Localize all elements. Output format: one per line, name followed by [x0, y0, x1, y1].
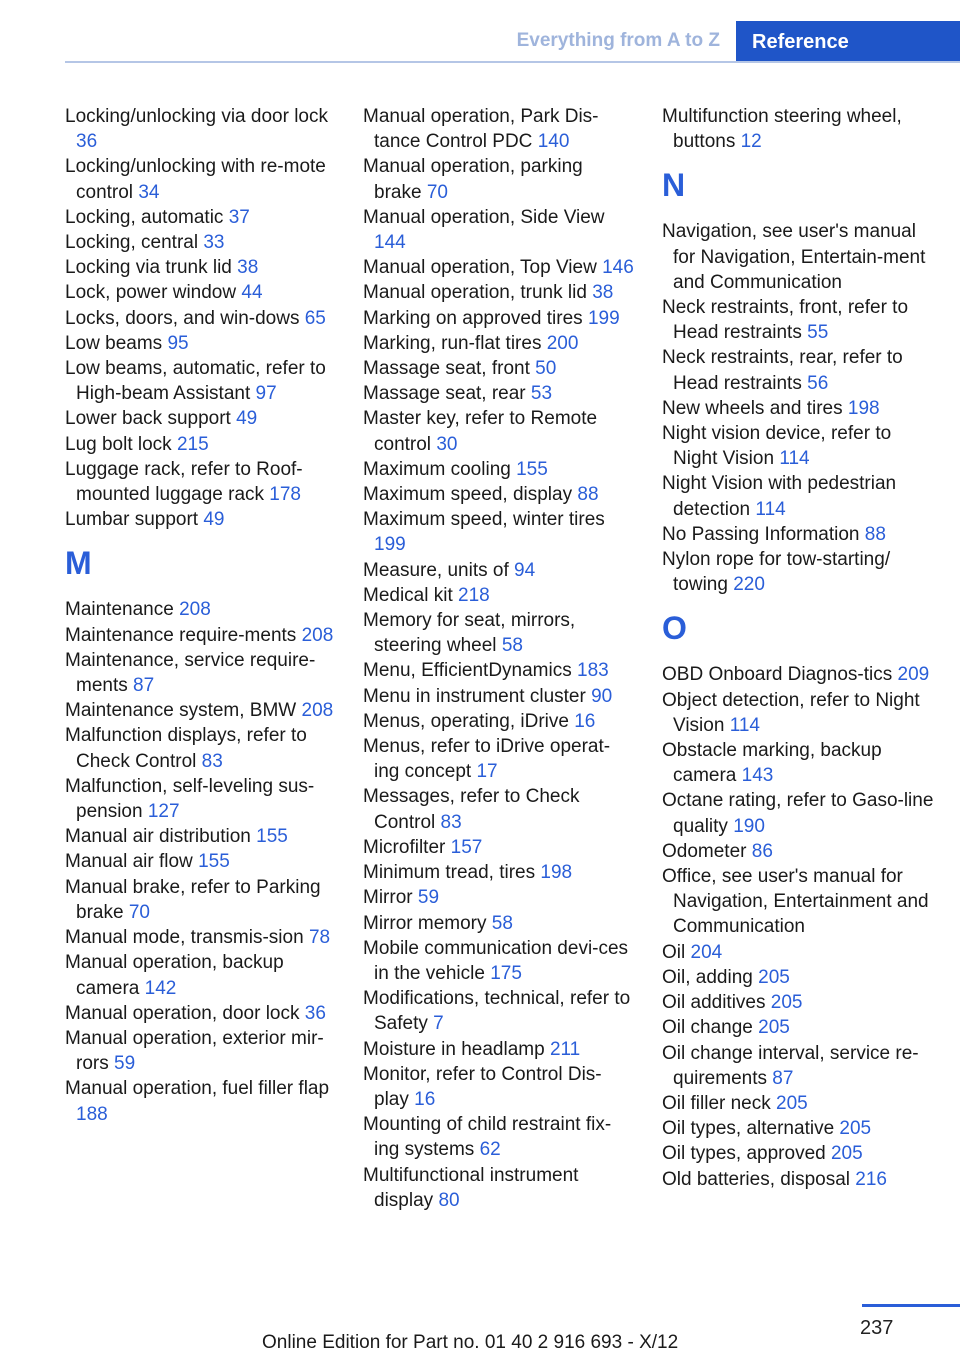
index-entry [65, 280, 337, 305]
index-entry [65, 849, 337, 874]
index-column-1 [65, 104, 337, 1127]
page-link[interactable]: 215 [176, 433, 209, 455]
page-link[interactable]: 155 [198, 851, 230, 873]
index-entry [65, 432, 337, 457]
page-link[interactable]: 78 [308, 927, 331, 949]
index-entry [363, 356, 635, 381]
page-link[interactable]: 200 [546, 332, 579, 354]
entry-text: Maintenance [65, 599, 174, 621]
entry-text: Oil types, approved [662, 1143, 826, 1165]
page-link[interactable]: 218 [458, 584, 490, 606]
page-link[interactable]: 220 [733, 574, 765, 596]
entry-text: Master key, refer to Remote control [363, 408, 598, 455]
page-number: 237 [860, 1317, 894, 1339]
index-entry [65, 597, 337, 622]
page-header [0, 0, 960, 62]
entry-text: Locking, automatic [65, 206, 224, 228]
entry-text: Maintenance system, BMW [65, 700, 297, 722]
page-link[interactable]: 190 [733, 815, 765, 837]
entry-text: Oil change interval, service re-quirements [662, 1042, 919, 1089]
index-entry [363, 104, 635, 154]
page-link[interactable]: 146 [602, 257, 634, 279]
page-link[interactable]: 34 [138, 181, 160, 203]
index-entry [65, 623, 337, 648]
entry-text: Manual operation, door lock [65, 1002, 300, 1024]
index-entry [363, 280, 635, 305]
index-entry [363, 558, 635, 583]
entry-text: Menu in instrument cluster [363, 685, 586, 707]
index-entry [363, 205, 635, 255]
page-link[interactable]: 36 [76, 131, 98, 153]
footer-rule [862, 1304, 960, 1307]
entry-text: Maximum speed, display [363, 484, 573, 506]
page-link[interactable]: 30 [436, 433, 458, 455]
index-entry [65, 356, 337, 406]
page-link[interactable]: 88 [864, 523, 886, 545]
index-entry [662, 1167, 934, 1192]
entry-text: Manual operation, exterior mir-rors [65, 1027, 324, 1075]
entry-text: Manual operation, fuel filler flap [65, 1078, 330, 1100]
page-link[interactable]: 157 [450, 836, 483, 858]
page-link[interactable]: 183 [577, 660, 609, 682]
page-link[interactable]: 53 [530, 383, 553, 405]
page-link[interactable]: 205 [830, 1143, 863, 1165]
page-link[interactable]: 62 [479, 1139, 501, 1161]
entry-text: No Passing Information [662, 523, 860, 545]
entry-text: Neck restraints, rear, refer to Head restraints [662, 347, 903, 394]
index-entry [65, 205, 337, 230]
index-entry [662, 965, 934, 990]
index-entry [363, 885, 635, 910]
page-link[interactable]: 90 [591, 685, 613, 707]
index-entry [363, 709, 635, 734]
page-link[interactable]: 70 [128, 901, 150, 923]
page-link[interactable]: 199 [374, 534, 406, 556]
page-link[interactable]: 209 [897, 664, 930, 686]
index-entry [662, 990, 934, 1015]
page-link[interactable]: 44 [241, 282, 263, 304]
index-entry [363, 936, 635, 986]
entry-text: Oil, adding [662, 966, 753, 988]
index-entry [65, 875, 337, 925]
index-column-3 [662, 104, 934, 1192]
entry-text: Locking, central [65, 232, 199, 254]
entry-text: Old batteries, disposal [662, 1168, 850, 1190]
entry-text: Menus, operating, iDrive [363, 710, 569, 732]
entry-text: Lumbar support [65, 509, 199, 531]
index-entry [363, 457, 635, 482]
entry-text: Low beams, automatic, refer to High-beam Assistant [65, 358, 326, 405]
index-entry [662, 547, 934, 597]
index-letter: M [65, 545, 92, 582]
entry-text: Microfilter [363, 836, 446, 858]
index-entry [363, 331, 635, 356]
entry-text: Messages, refer to Check Control [363, 786, 580, 833]
section-title: Everything from A to Z [516, 30, 720, 51]
entry-text: Oil filler neck [662, 1092, 771, 1114]
entry-text: Multifunction steering wheel, buttons [662, 106, 902, 153]
index-entry [662, 471, 934, 521]
index-entry [363, 608, 635, 658]
index-entry [65, 698, 337, 723]
index-entry [363, 784, 635, 834]
entry-text: Manual operation, backup camera [65, 952, 284, 999]
entry-text: Modifications, technical, refer to Safety [363, 988, 631, 1035]
entry-text: Oil [662, 941, 686, 963]
entry-text: Luggage rack, refer to Roof-mounted luggage rack [65, 458, 303, 506]
page-link[interactable]: 95 [167, 332, 189, 354]
index-entry [65, 457, 337, 507]
index-entry [65, 507, 337, 532]
entry-text: Manual operation, parking brake [363, 156, 583, 203]
index-entry [662, 396, 934, 421]
index-entry [662, 522, 934, 547]
entry-text: Manual brake, refer to Parking brake [65, 876, 321, 923]
entry-text: Marking on approved tires [363, 307, 583, 329]
index-entry [65, 1076, 337, 1126]
page-link[interactable]: 140 [537, 131, 570, 153]
index-entry [65, 723, 337, 773]
page-link[interactable]: 198 [540, 862, 573, 884]
index-entry [363, 255, 635, 280]
index-entry [363, 986, 635, 1036]
page-link[interactable]: 59 [417, 887, 440, 909]
entry-text: Oil additives [662, 992, 766, 1014]
page-link[interactable]: 188 [76, 1103, 108, 1125]
index-entry [662, 421, 934, 471]
page-link[interactable]: 12 [740, 131, 762, 153]
page-link[interactable]: 38 [592, 282, 614, 304]
page-link[interactable]: 175 [490, 962, 522, 984]
page-link[interactable]: 59 [114, 1053, 136, 1075]
entry-text: Locking/unlocking via door lock [65, 106, 328, 127]
entry-text: Neck restraints, front, refer to Head restraints [662, 297, 909, 344]
entry-text: Marking, run-flat tires [363, 332, 542, 354]
page-link[interactable]: 16 [414, 1088, 436, 1110]
entry-text: Massage seat, front [363, 358, 530, 380]
entry-text: Manual air flow [65, 851, 193, 873]
page-link[interactable]: 142 [144, 977, 177, 999]
index-letter: O [662, 610, 687, 647]
page-link[interactable]: 114 [729, 714, 760, 736]
index-entry [662, 864, 934, 940]
page-link[interactable]: 143 [741, 765, 774, 787]
entry-text: Monitor, refer to Control Dis-play [363, 1063, 602, 1110]
index-entry [363, 406, 635, 456]
entry-text: Measure, units of [363, 559, 509, 581]
page-link[interactable]: 55 [807, 322, 829, 344]
entry-text: Navigation, see user's manual for Navigation, Entertain-ment and Communication [662, 221, 926, 293]
index-entry [65, 331, 337, 356]
page-link[interactable]: 97 [255, 383, 277, 405]
entry-text: Nylon rope for tow-starting/ towing [662, 549, 891, 596]
entry-text: Maintenance require-ments [65, 624, 297, 646]
index-entry [65, 1001, 337, 1026]
page-link[interactable]: 56 [807, 372, 829, 394]
page-link[interactable]: 94 [514, 559, 536, 581]
entry-text: Menus, refer to iDrive operat-ing concept [363, 736, 611, 783]
entry-text: Lock, power window [65, 282, 237, 304]
entry-text: Menu, EfficientDynamics [363, 660, 572, 682]
index-entry [363, 734, 635, 784]
page-link[interactable]: 38 [237, 257, 259, 279]
index-entry [363, 381, 635, 406]
entry-text: Low beams [65, 332, 163, 354]
page-link[interactable]: 87 [133, 675, 155, 697]
index-entry [662, 1141, 934, 1166]
entry-text: Night vision device, refer to Night Vision [662, 423, 892, 470]
index-entry [662, 738, 934, 788]
page-link[interactable]: 87 [772, 1067, 794, 1089]
entry-text: Manual operation, trunk lid [363, 282, 587, 304]
index-entry [363, 1163, 635, 1213]
index-entry [662, 1041, 934, 1091]
entry-text: Mobile communication devi-ces in the vehicle [363, 937, 629, 984]
index-entry [363, 658, 635, 683]
entry-text: Lower back support [65, 408, 231, 430]
index-entry [662, 345, 934, 395]
entry-text: Manual operation, Park Dis-tance Control PDC [363, 106, 599, 153]
index-entry [662, 1091, 934, 1116]
entry-text: Maintenance, service require-ments [65, 649, 316, 697]
index-entry [363, 1037, 635, 1062]
page-link[interactable]: 216 [855, 1168, 887, 1190]
index-entry [65, 306, 337, 331]
entry-text: OBD Onboard Diagnos-tics [662, 664, 893, 686]
index-entry [65, 774, 337, 824]
edition-note: Online Edition for Part no. 01 40 2 916 693 - X/12 [262, 1332, 679, 1353]
page-link[interactable]: 86 [751, 840, 773, 862]
entry-text: Massage seat, rear [363, 383, 526, 405]
entry-text: Octane rating, refer to Gaso-line quality [662, 790, 934, 837]
entry-text: Manual operation, Side View [363, 206, 605, 228]
index-entry [65, 154, 337, 204]
index-entry [65, 104, 337, 154]
index-entry [65, 230, 337, 255]
page-link[interactable]: 80 [438, 1189, 460, 1211]
page-link[interactable]: 58 [491, 912, 513, 934]
entry-text: Night Vision with pedestrian detection [662, 473, 897, 520]
header-rule [65, 61, 960, 63]
page-link[interactable]: 7 [433, 1013, 444, 1035]
page-link[interactable]: 144 [374, 232, 406, 254]
page-link[interactable]: 199 [587, 307, 620, 329]
page-link[interactable]: 70 [426, 181, 448, 203]
entry-text: Manual operation, Top View [363, 257, 597, 279]
page-link[interactable]: 205 [758, 1017, 790, 1039]
page-link[interactable]: 17 [476, 761, 498, 783]
entry-text: Minimum tread, tires [363, 862, 536, 884]
entry-text: Medical kit [363, 584, 453, 606]
index-entry [363, 835, 635, 860]
index-entry [662, 219, 934, 295]
page-link[interactable]: 88 [577, 484, 599, 506]
page-link[interactable]: 65 [304, 307, 326, 329]
index-entry [662, 295, 934, 345]
index-entry [65, 406, 337, 431]
page-link[interactable]: 83 [201, 750, 223, 772]
page-link[interactable]: 114 [755, 498, 786, 520]
index-entry [65, 824, 337, 849]
page-link[interactable]: 33 [203, 232, 225, 254]
entry-text: Lug bolt lock [65, 433, 172, 455]
index-entry [363, 583, 635, 608]
page-link[interactable]: 178 [269, 484, 301, 506]
page-link[interactable]: 58 [501, 635, 523, 657]
index-entry [662, 1116, 934, 1141]
page-link[interactable]: 208 [179, 599, 211, 621]
page-link[interactable]: 37 [228, 206, 250, 228]
index-entry [662, 940, 934, 965]
entry-text: Locking/unlocking with re-mote control [65, 156, 326, 203]
page-link[interactable]: 83 [440, 811, 462, 833]
page-link[interactable]: 49 [203, 509, 225, 531]
entry-text: Manual mode, transmis-sion [65, 927, 304, 949]
page-link[interactable]: 16 [574, 710, 596, 732]
page-link[interactable]: 127 [147, 801, 180, 823]
entry-text: Oil types, alternative [662, 1118, 835, 1140]
entry-text: Odometer [662, 840, 747, 862]
page-link[interactable]: 204 [690, 941, 723, 963]
page-link[interactable]: 208 [301, 624, 334, 646]
index-entry [363, 1112, 635, 1162]
entry-text: Manual air distribution [65, 826, 251, 848]
page-link[interactable]: 49 [236, 408, 258, 430]
page-link[interactable]: 205 [839, 1118, 872, 1140]
page-link[interactable]: 50 [535, 358, 557, 380]
page-link[interactable]: 198 [847, 397, 880, 419]
index-entry [363, 860, 635, 885]
index-entry [662, 1015, 934, 1040]
index-entry [65, 1026, 337, 1076]
index-column-2 [363, 104, 635, 1213]
entry-text: Oil change [662, 1017, 753, 1039]
page-link[interactable]: 114 [779, 448, 810, 470]
entry-text: Mirror memory [363, 912, 487, 934]
entry-text: Maximum speed, winter tires [363, 509, 605, 531]
index-entry [363, 154, 635, 204]
entry-text: Mounting of child restraint fix-ing systems [363, 1114, 612, 1161]
index-entry [662, 839, 934, 864]
index-entry [363, 507, 635, 557]
entry-text: Mirror [363, 887, 413, 909]
page-link[interactable]: 208 [301, 700, 334, 722]
index-entry [363, 911, 635, 936]
index-entry [363, 482, 635, 507]
page-link[interactable]: 205 [770, 992, 803, 1014]
entry-text: Object detection, refer to Night Vision [662, 689, 920, 736]
entry-text: Locking via trunk lid [65, 257, 232, 279]
entry-text: Multifunctional instrument display [363, 1164, 579, 1211]
entry-text: Office, see user's manual for Navigation, Entertainment and Communication [662, 866, 929, 938]
index-entry [65, 925, 337, 950]
entry-text: Memory for seat, mirrors, steering wheel [363, 610, 576, 657]
entry-text: Moisture in headlamp [363, 1038, 545, 1060]
entry-text: Malfunction, self-leveling sus-pension [65, 775, 315, 823]
entry-text: New wheels and tires [662, 397, 843, 419]
index-entry [65, 255, 337, 280]
index-entry [662, 688, 934, 738]
index-letter: N [662, 167, 686, 204]
index-entry [662, 788, 934, 838]
index-entry [662, 104, 934, 154]
chapter-tab: Reference [736, 21, 960, 63]
index-entry [65, 950, 337, 1000]
page-link[interactable]: 211 [549, 1038, 581, 1060]
index-entry [363, 306, 635, 331]
page-link[interactable]: 155 [256, 826, 288, 848]
page-link[interactable]: 155 [516, 458, 548, 480]
page-link[interactable]: 205 [758, 966, 790, 988]
index-entry [65, 648, 337, 698]
entry-text: Malfunction displays, refer to Check Control [65, 725, 307, 772]
index-entry [363, 684, 635, 709]
entry-text: Maximum cooling [363, 458, 511, 480]
index-entry [363, 1062, 635, 1112]
page-link[interactable]: 205 [776, 1092, 808, 1114]
index-entry [662, 662, 934, 687]
page-link[interactable]: 36 [304, 1002, 326, 1024]
entry-text: Locks, doors, and win-dows [65, 307, 300, 329]
entry-text: Obstacle marking, backup camera [662, 740, 882, 787]
